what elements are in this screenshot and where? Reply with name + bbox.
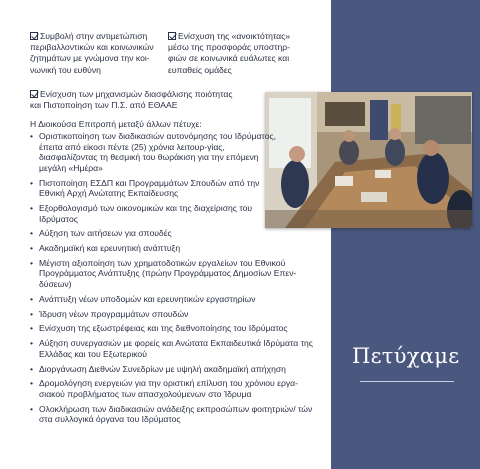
list-item	[30, 243, 320, 254]
list-item	[30, 364, 320, 375]
list-item-text: • Αύξηση συνεργασιών με φορείς και Ανώτατα Εκπαιδευτικά Ιδρύματα της Ελλάδας και του Εξωτερικού	[39, 338, 313, 359]
checklist-item	[168, 31, 318, 76]
list-item	[30, 338, 320, 359]
list-item	[30, 404, 320, 425]
list-item-text: • Δρομολόγηση ενεργειών για την οριστική επίλυση του χρόνιου εργα-σιακού προβλήματος των απασχολούμενων στο Ίδρυμα	[39, 378, 298, 399]
checklist-text: ευπαθείς ομάδες	[168, 64, 232, 75]
panel-title: Πετύχαμε	[352, 344, 460, 368]
checklist-text: ζητημάτων με γνώμονα την κοι-	[30, 53, 150, 64]
achievements-intro: Η Διοικούσα Επιτροπή μεταξύ άλλων πέτυχε:	[30, 119, 202, 129]
checklist-text: Ενίσχυση των μηχανισμών διασφάλισης ποιότητας	[40, 89, 233, 99]
panel-divider	[360, 381, 454, 382]
side-panel	[331, 0, 480, 469]
checklist-text: και Πιστοποίηση των Π.Σ. από ΕΘΑΑΕ	[30, 100, 178, 111]
list-item	[30, 203, 320, 224]
list-item-text: • Ίδρυση νέων προγραμμάτων σπουδών	[39, 308, 189, 319]
list-item	[30, 131, 320, 173]
list-item-text: • Ενίσχυση της εξωστρέφειας και της διεθνοποίησης του Ιδρύματος	[39, 323, 288, 334]
list-item	[30, 178, 320, 199]
list-item	[30, 309, 320, 320]
list-item	[30, 258, 320, 290]
checklist-text: φιών σε κοινωνικά ευάλωτες και	[168, 53, 290, 64]
list-item-text: • Μέγιστη αξιοποίηση των χρηματοδοτικών εργαλείων του Εθνικού Προγράμματος Ανάπτυξης (πρώην Προγράμματος Δημοσίων Επεν-δύσεων)	[39, 257, 297, 290]
list-item-text: • Ολοκλήρωση των διαδικασιών ανάδειξης εκπροσώπων φοιτητριών/ τών στα συλλογικά όργανα του Ιδρύματος	[39, 403, 313, 425]
checklist-text: νωνική του ευθύνη	[30, 64, 101, 75]
checklist-text: μέσω της προσφοράς υποστηρ-	[168, 42, 291, 53]
list-item-text: • Ακαδημαϊκή και ερευνητική ανάπτυξη	[39, 243, 181, 254]
list-item-text: • Αύξηση των αιτήσεων για σπουδές	[39, 228, 172, 239]
list-item	[30, 323, 320, 334]
list-item-text: • Πιστοποίηση ΕΣΔΠ και Προγραμμάτων Σπουδών από την Εθνική Αρχή Ανώτατης Εκπαίδευσης	[39, 177, 260, 199]
checkbox-checked-icon	[168, 32, 176, 40]
list-item-text: • Εξορθολογισμό των οικονομικών και της διαχείρισης του Ιδρύματος	[39, 202, 253, 224]
list-item	[30, 228, 320, 239]
list-item-text: • Οριστικοποίηση των διαδικασιών αυτονόμησης του Ιδρύματος, έπειτα από είκοσι πέντε (25) χρόνια λειτουρ-γίας, διασφαλίζοντας τη θεσμική του θωράκιση για την επόμενη μεγάλη «Ημέρα»	[39, 131, 277, 173]
checkbox-checked-icon	[30, 32, 38, 40]
checklist-item	[30, 31, 165, 76]
checklist-item	[30, 89, 260, 111]
checklist-text: περιβαλλοντικών και κοινωνικών	[30, 42, 154, 53]
list-item	[30, 378, 320, 399]
checklist-text: Ενίσχυση της «ανοικτότητας»	[178, 31, 291, 41]
list-item-text: • Ανάπτυξη νέων υποδομών και ερευνητικών εργαστηρίων	[39, 293, 256, 304]
checkbox-checked-icon	[30, 90, 38, 98]
list-item-text: • Διοργάνωση Διεθνών Συνεδρίων με υψηλή ακαδημαϊκή απήχηση	[39, 363, 286, 374]
achievements-list	[30, 131, 320, 429]
list-item	[30, 294, 320, 305]
checklist-text: Συμβολή στην αντιμετώπιση	[40, 31, 148, 41]
